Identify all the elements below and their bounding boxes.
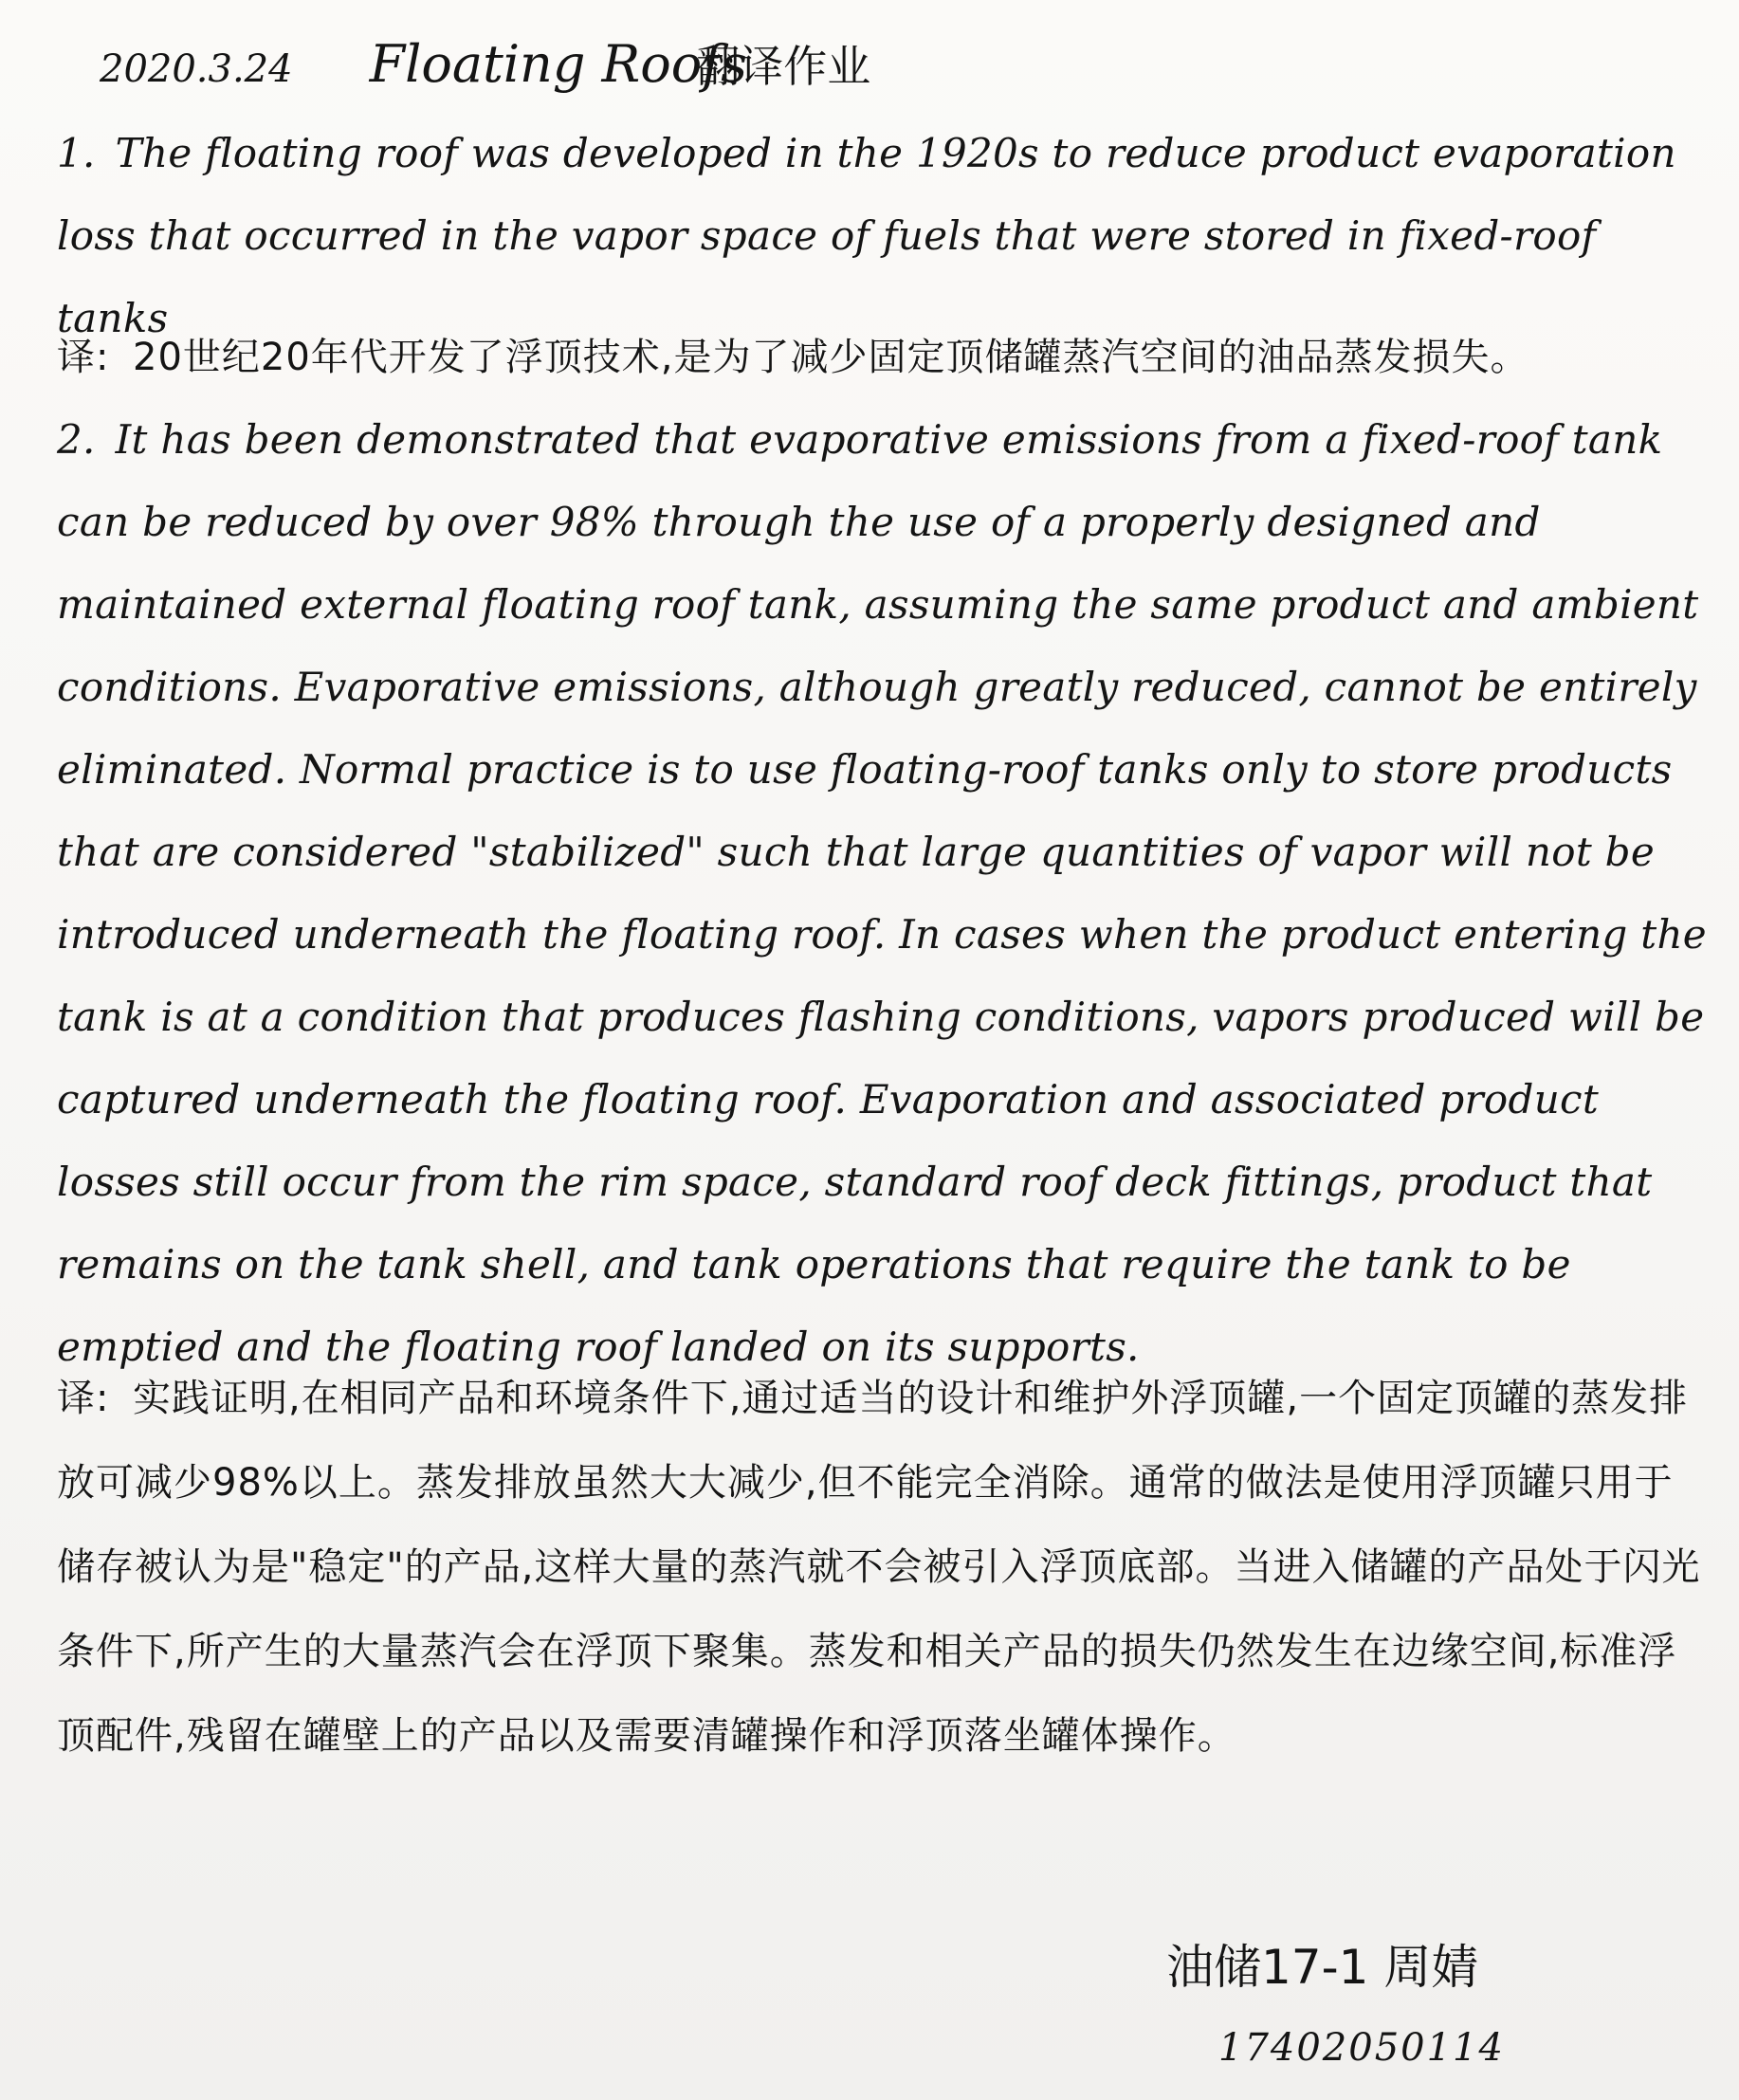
item-number: 1. bbox=[57, 130, 96, 176]
translation-paragraph-1 bbox=[57, 316, 1707, 400]
translation-text: 20世纪20年代开发了浮顶技术,是为了减少固定顶储罐蒸汽空间的油品蒸发损失。 bbox=[133, 336, 1529, 379]
english-text: The floating roof was developed in the 1920s to reduce product evaporation loss that occurred in the vapor space of fuels that were stored in fixed-roof tanks bbox=[57, 130, 1676, 341]
assignment-title: 翻译作业 bbox=[696, 41, 871, 92]
student-id: 1740205011​4 bbox=[1218, 2026, 1505, 2070]
translation-label: 译: bbox=[57, 1377, 110, 1420]
item-number: 2. bbox=[57, 416, 96, 463]
translation-text: 实践证明,在相同产品和环境条件下,通过适当的设计和维护外浮顶罐,一个固定顶罐的蒸发排放可减少98%以上。蒸发排放虽然大大减少,但不能完全消除。通常的做法是使用浮顶罐只用于储存被认为是"稳定"的产品,这样大量的蒸汽就不会被引入浮顶底部。当进入储罐的产品处于闪光条件下,所产生的大量蒸汽会在浮顶下聚集。蒸发和相关产品的损失仍然发生在边缘空间,标准浮顶配件,残留在罐壁上的产品以及需要清罐操作和浮顶落坐罐体操作。 bbox=[57, 1377, 1701, 1758]
date-text: 2020.3.24 bbox=[100, 47, 293, 91]
translation-paragraph-2 bbox=[57, 1357, 1707, 1779]
student-signature: 油储17-1 周婧 bbox=[1166, 1940, 1479, 1995]
english-paragraph-2 bbox=[57, 398, 1707, 1388]
english-text: It has been demonstrated that evaporative emissions from a fixed-roof tank can be reduced by over 98% through the use of a properly designed and maintained external floating roof tank, assuming the same product and ambient conditions. Evaporative emissions, although greatly reduced, cannot be entirely eliminated. Normal practice is to use floating-roof tanks only to store products that are considered "stabilized" such that large quantities of vapor will not be introduced underneath the floating roof. In cases when the product entering the tank is at a condition that produces flashing conditions, vapors produced will be captured underneath the floating roof. Evaporation and associated product losses still occur from the rim space, standard roof deck fittings, product that remains on the tank shell, and tank operations that require the tank to be emptied and the floating roof landed on its supports. bbox=[57, 416, 1707, 1370]
topic-title: Floating Roofs bbox=[369, 34, 747, 94]
translation-label: 译: bbox=[57, 336, 110, 379]
page-header bbox=[100, 17, 1617, 112]
